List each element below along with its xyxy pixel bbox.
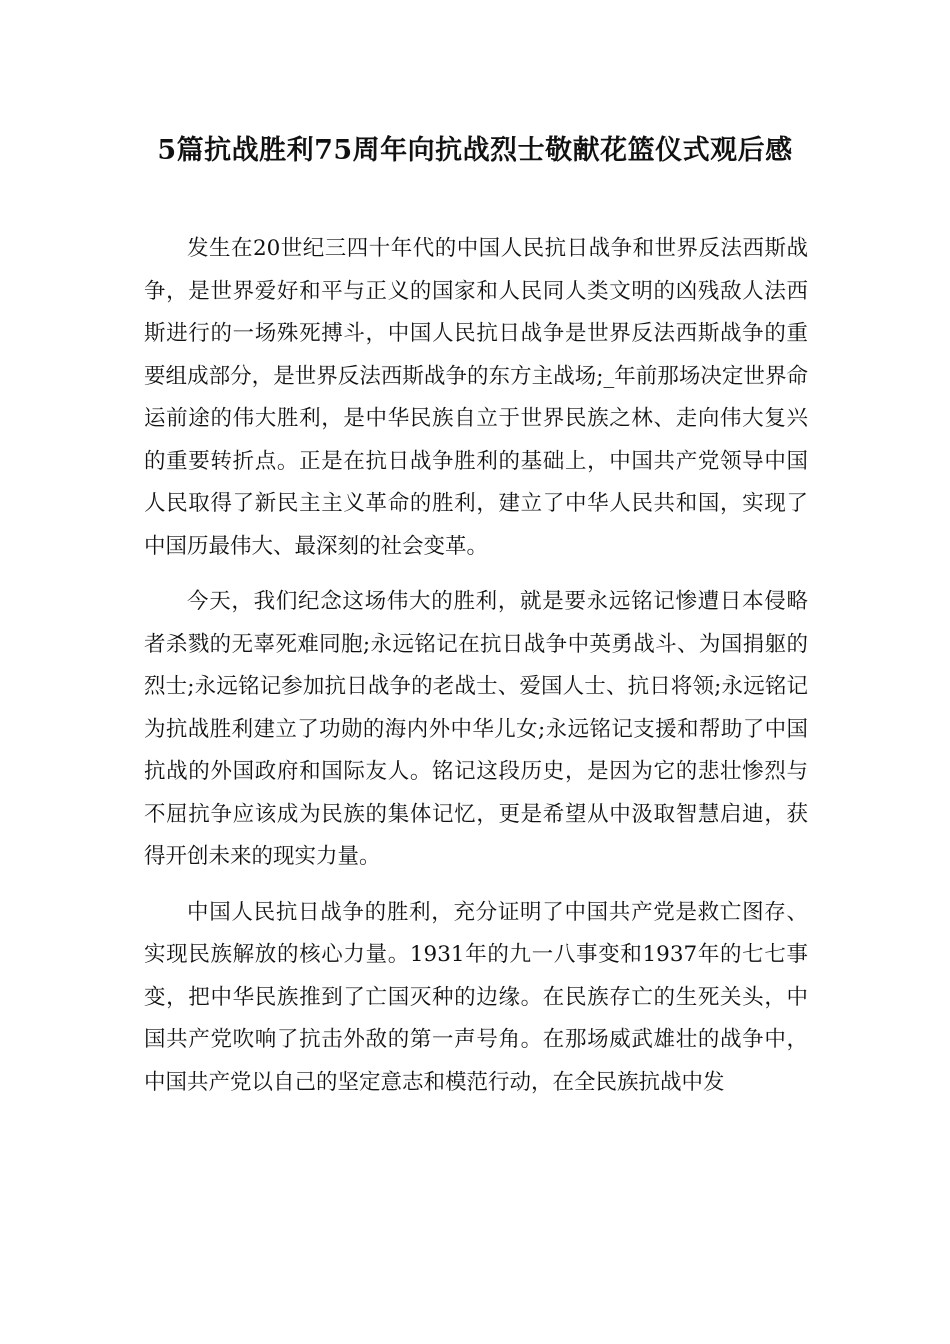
paragraph-1: 发生在20世纪三四十年代的中国人民抗日战争和世界反法西斯战争，是世界爱好和平与正义的国家和人民同人类文明的凶残敌人法西斯进行的一场殊死搏斗，中国人民抗日战争是世界反法西斯战争的重要组成部分，是世界反法西斯战争的东方主战场;_年前那场决定世界命运前途的伟大胜利，是中华民族自立于世界民族之林、走向伟大复兴的重要转折点。正是在抗日战争胜利的基础上，中国共产党领导中国人民取得了新民主主义革命的胜利，建立了中华人民共和国，实现了中国历最伟大、最深刻的社会变革。 [144, 236, 808, 559]
document-body [144, 228, 808, 1117]
document-title: 5篇抗战胜利75周年向抗战烈士敬献花篮仪式观后感 [157, 135, 793, 166]
paragraph-2: 今天，我们纪念这场伟大的胜利，就是要永远铭记惨遭日本侵略者杀戮的无辜死难同胞;永远铭记在抗日战争中英勇战斗、为国捐躯的烈士;永远铭记参加抗日战争的老战士、爱国人士、抗日将领;永远铭记为抗战胜利建立了功勋的海内外中华儿女;永远铭记支援和帮助了中国抗战的外国政府和国际友人。铭记这段历史，是因为它的悲壮惨烈与不屈抗争应该成为民族的集体记忆，更是希望从中汲取智慧启迪，获得开创未来的现实力量。 [144, 589, 808, 869]
paragraph-3: 中国人民抗日战争的胜利，充分证明了中国共产党是救亡图存、实现民族解放的核心力量。1931年的九一八事变和1937年的七七事变，把中华民族推到了亡国灭种的边缘。在民族存亡的生死关头，中国共产党吹响了抗击外敌的第一声号角。在那场威武雄壮的战争中，中国共产党以自己的坚定意志和模范行动，在全民族抗战中发 [144, 899, 808, 1095]
